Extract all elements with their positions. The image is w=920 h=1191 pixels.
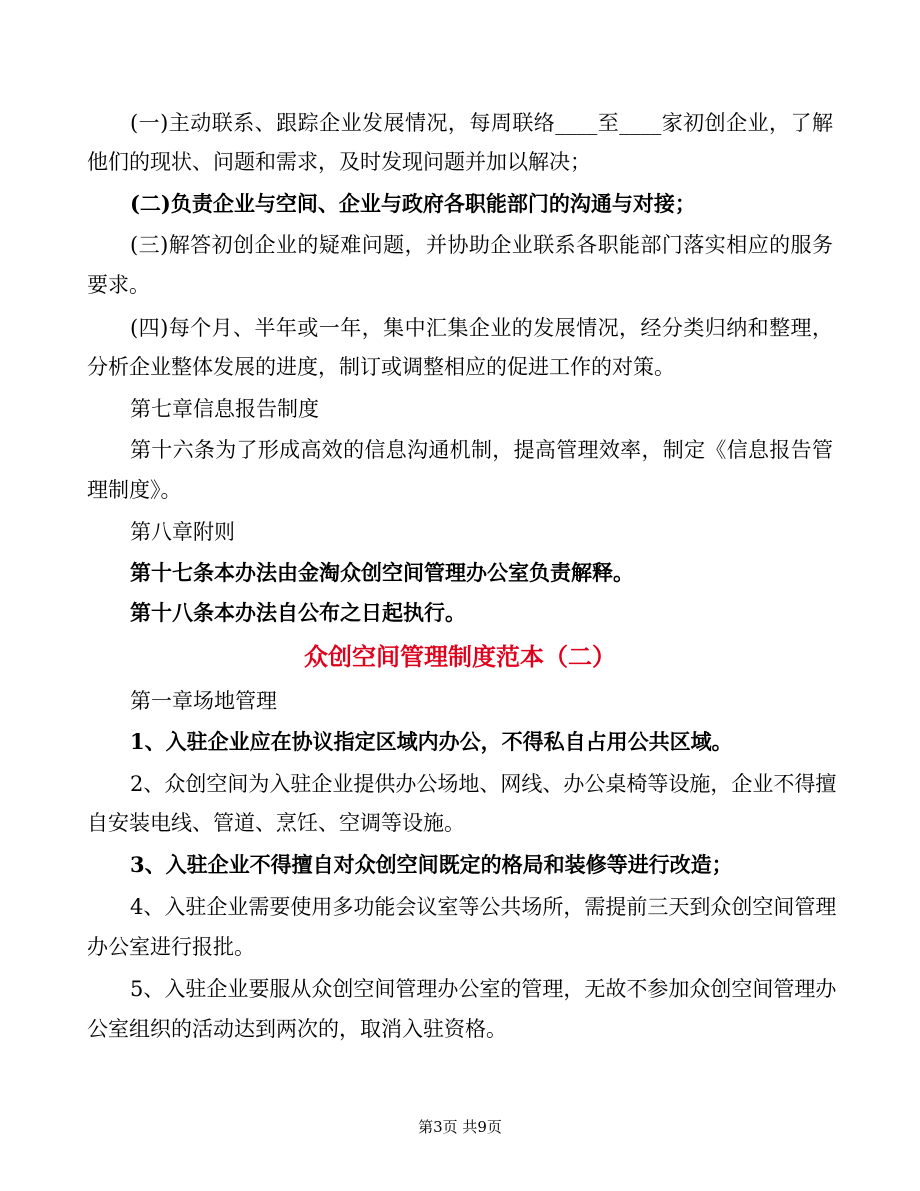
paragraph-line: 第十七条本办法由金淘众创空间管理办公室负责解释。 — [130, 560, 634, 585]
paragraph-line: 要求。 — [87, 273, 150, 297]
paragraph-line: 理制度》。 — [87, 478, 182, 502]
paragraph-line: 分析企业整体发展的进度，制订或调整相应的促进工作的对策。 — [87, 355, 675, 379]
paragraph-line: 3、入驻企业不得擅自对众创空间既定的格局和装修等进行改造； — [130, 852, 733, 877]
section-title: 众创空间管理制度范本（二） — [304, 642, 616, 671]
chapter-heading: 第七章信息报告制度 — [130, 397, 319, 421]
paragraph-line: (一)主动联系、跟踪企业发展情况，每周联络____至____家初创企业，了解 — [130, 111, 833, 135]
paragraph-line: (四)每个月、半年或一年，集中汇集企业的发展情况，经分类归纳和整理， — [130, 316, 833, 340]
paragraph-line: 5、入驻企业要服从众创空间管理办公室的管理，无故不参加众创空间管理办 — [130, 977, 837, 1001]
paragraph-line: 第十八条本办法自公布之日起执行。 — [130, 600, 466, 625]
paragraph-line: 自安装电线、管道、烹饪、空调等设施。 — [87, 811, 465, 835]
chapter-heading: 第一章场地管理 — [130, 689, 277, 713]
page-number: 第3页 共9页 — [418, 1118, 502, 1136]
chapter-heading: 第八章附则 — [130, 520, 235, 544]
paragraph-line: 第十六条为了形成高效的信息沟通机制，提高管理效率，制定《信息报告管 — [130, 438, 833, 462]
paragraph-line: (二)负责企业与空间、企业与政府各职能部门的沟通与对接； — [130, 191, 696, 216]
paragraph-line: 1、入驻企业应在协议指定区域内办公，不得私自占用公共区域。 — [130, 729, 733, 754]
paragraph-line: 他们的现状、问题和需求，及时发现问题并加以解决； — [87, 150, 591, 174]
paragraph-line: 办公室进行报批。 — [87, 935, 255, 959]
paragraph-line: 4、入驻企业需要使用多功能会议室等公共场所，需提前三天到众创空间管理 — [130, 895, 837, 919]
paragraph-line: 2、众创空间为入驻企业提供办公场地、网线、办公桌椅等设施，企业不得擅 — [130, 772, 837, 796]
paragraph-line: 公室组织的活动达到两次的，取消入驻资格。 — [87, 1017, 507, 1041]
paragraph-line: (三)解答初创企业的疑难问题，并协助企业联系各职能部门落实相应的服务 — [130, 233, 833, 257]
